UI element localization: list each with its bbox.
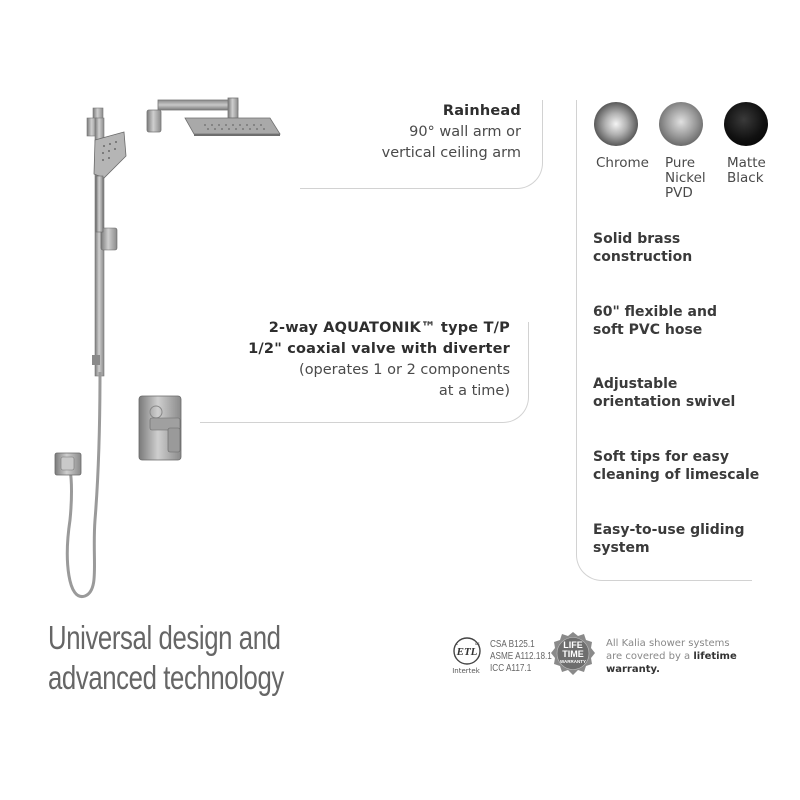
handshower-icon — [94, 132, 126, 232]
finish-label-nickel: Pure Nickel PVD — [665, 155, 706, 201]
features-panel-border — [576, 100, 752, 581]
rainhead-title: Rainhead — [442, 103, 521, 119]
finish-label-black: Matte Black — [727, 155, 766, 186]
rainhead-desc-line1: 90° wall arm or — [409, 124, 521, 140]
etl-intertek-label: Intertek — [452, 667, 480, 675]
nickel-swatch[interactable] — [659, 102, 703, 146]
svg-text:ETL: ETL — [456, 646, 478, 658]
finish-label-chrome: Chrome — [596, 155, 649, 171]
shower-system-illustration — [0, 0, 320, 610]
lifetime-warranty-badge: LIFE TIME WARRANTY — [550, 631, 596, 677]
black-swatch[interactable] — [724, 102, 768, 146]
rainhead-icon — [147, 98, 280, 136]
rainhead-desc-line2: vertical ceiling arm — [381, 145, 521, 161]
svg-text:c: c — [456, 641, 459, 646]
valve-title-line1: 2-way AQUATONIK™ type T/P — [268, 320, 510, 336]
feature-item: 60" flexible and soft PVC hose — [593, 304, 717, 338]
valve-label — [248, 318, 510, 402]
feature-item: Easy-to-use gliding system — [593, 522, 745, 556]
valve-desc-line4: at a time) — [438, 383, 510, 399]
chrome-swatch[interactable] — [594, 102, 638, 146]
headline-line2: advanced technology — [48, 659, 284, 696]
feature-item: Soft tips for easy cleaning of limescale — [593, 449, 760, 483]
hose-icon — [67, 372, 100, 597]
svg-text:us: us — [475, 641, 480, 646]
feature-item: Adjustable orientation swivel — [593, 376, 736, 410]
valve-trim-icon — [139, 396, 181, 460]
rainhead-label — [382, 101, 521, 164]
wall-outlet-icon — [55, 453, 81, 475]
headline — [48, 618, 284, 698]
valve-title-line2: 1/2" coaxial valve with diverter — [248, 341, 510, 357]
certification-standards: CSA B125.1 ASME A112.18.1 ICC A117.1 — [490, 639, 552, 674]
feature-item: Solid brass construction — [593, 231, 693, 265]
warranty-lifetime-emphasis: lifetime — [693, 651, 737, 662]
headline-line1: Universal design and — [48, 619, 281, 656]
warranty-note: All Kalia shower systems are covered by a lifetime warranty. — [606, 638, 737, 675]
valve-desc-line3: (operates 1 or 2 components — [299, 362, 510, 378]
etl-mark-icon — [452, 636, 482, 666]
